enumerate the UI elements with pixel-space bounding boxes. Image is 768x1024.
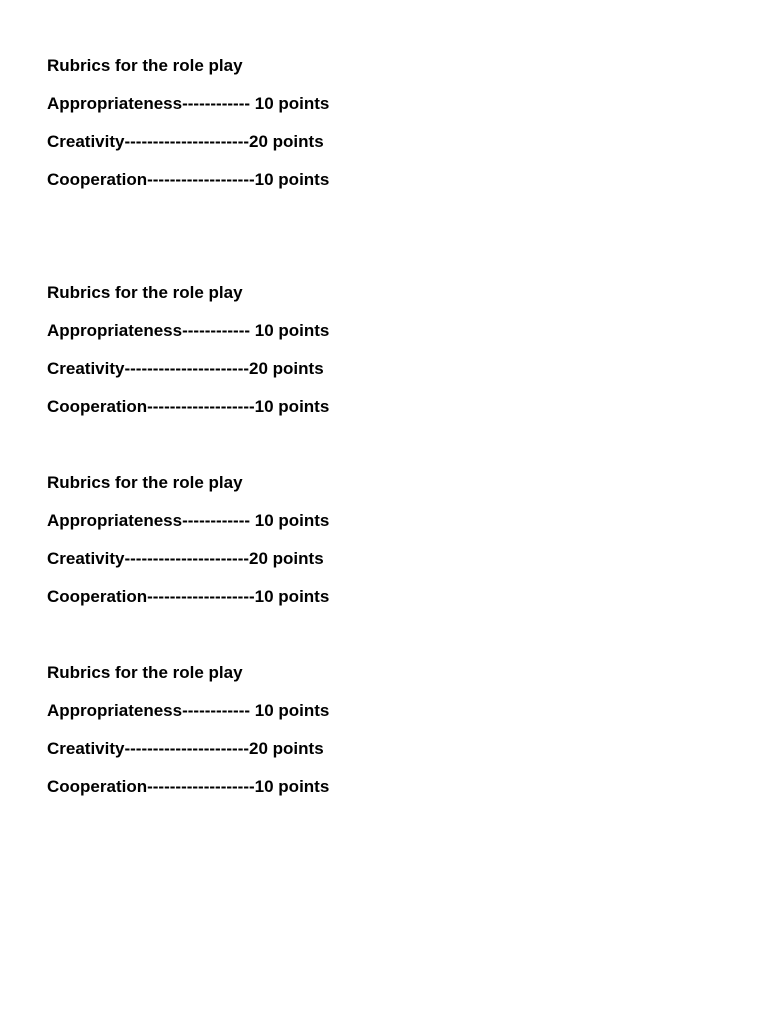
rubric-heading: Rubrics for the role play <box>47 473 243 492</box>
rubric-item-creativity: Creativity----------------------20 points <box>47 739 324 758</box>
rubric-heading: Rubrics for the role play <box>47 283 243 302</box>
rubric-item-cooperation: Cooperation-------------------10 points <box>47 170 330 189</box>
rubric-item-creativity: Creativity----------------------20 points <box>47 359 324 378</box>
rubric-item-appropriateness: Appropriateness------------ 10 points <box>47 701 330 720</box>
rubric-item-cooperation: Cooperation-------------------10 points <box>47 587 330 606</box>
rubric-item-appropriateness: Appropriateness------------ 10 points <box>47 511 330 530</box>
rubric-item-appropriateness: Appropriateness------------ 10 points <box>47 321 330 340</box>
rubric-item-creativity: Creativity----------------------20 points <box>47 549 324 568</box>
rubric-heading: Rubrics for the role play <box>47 56 243 75</box>
rubric-heading: Rubrics for the role play <box>47 663 243 682</box>
rubric-item-creativity: Creativity----------------------20 points <box>47 132 324 151</box>
rubric-item-appropriateness: Appropriateness------------ 10 points <box>47 94 330 113</box>
rubric-item-cooperation: Cooperation-------------------10 points <box>47 777 330 796</box>
rubric-item-cooperation: Cooperation-------------------10 points <box>47 397 330 416</box>
